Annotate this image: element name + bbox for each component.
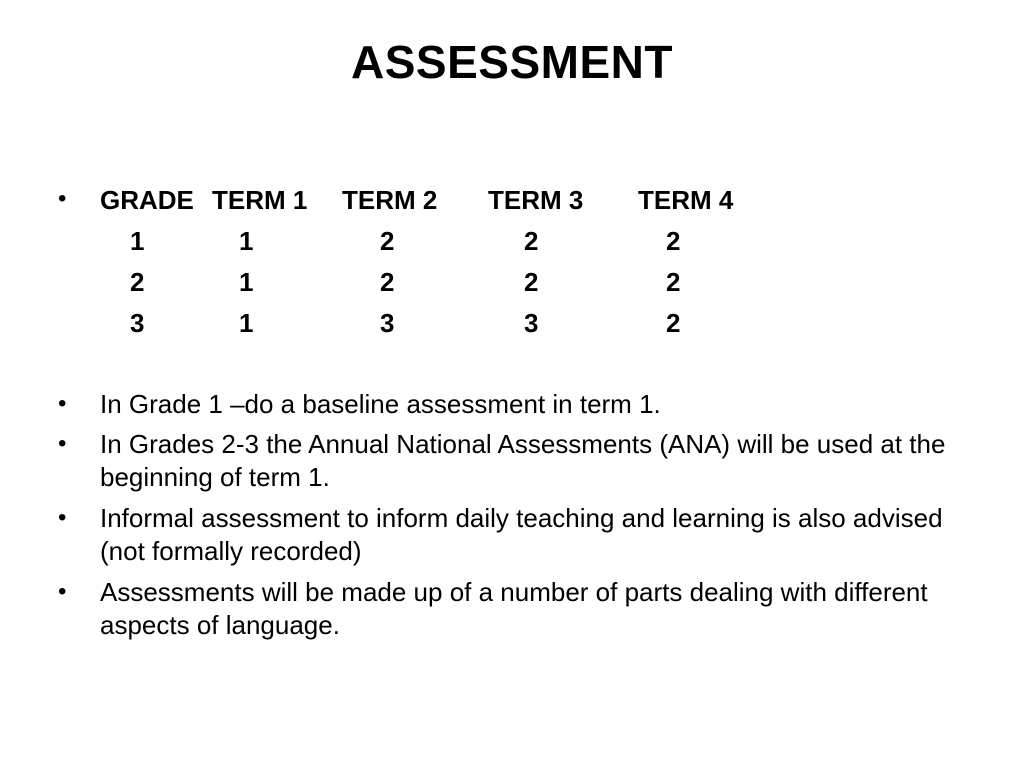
table-cell: 2 xyxy=(524,226,539,256)
table-row xyxy=(100,221,788,262)
table-cell: 2 xyxy=(666,226,681,256)
header-term-4: TERM 4 xyxy=(638,185,734,215)
bullet-text: In Grade 1 –do a baseline assessment in term 1. xyxy=(100,389,661,419)
bullet-marker: • xyxy=(58,578,67,605)
bullet-text: In Grades 2-3 the Annual National Assessments (ANA) will be used at the beginning of term 1. xyxy=(100,429,946,492)
table-row xyxy=(100,303,788,344)
table-row xyxy=(100,262,788,303)
bullet-text: Informal assessment to inform daily teaching and learning is also advised (not formally recorded) xyxy=(100,503,943,566)
grade-term-table xyxy=(100,180,788,344)
table-cell: 2 xyxy=(666,308,681,338)
table-cell: 2 xyxy=(524,267,539,297)
bullet-marker: • xyxy=(58,390,67,417)
table-cell: 2 xyxy=(666,267,681,297)
table-cell: 3 xyxy=(380,308,395,338)
table-cell: 3 xyxy=(524,308,539,338)
bullet-marker: • xyxy=(58,430,67,457)
table-cell: 3 xyxy=(130,308,145,338)
slide-title: ASSESSMENT xyxy=(351,36,673,88)
header-grade: GRADE xyxy=(100,185,194,215)
table-cell: 2 xyxy=(380,267,395,297)
bullet-marker: • xyxy=(58,504,67,531)
header-term-3: TERM 3 xyxy=(488,185,584,215)
table-cell: 2 xyxy=(380,226,395,256)
bullet-text: Assessments will be made up of a number of parts dealing with different aspects of language. xyxy=(100,577,928,640)
header-term-2: TERM 2 xyxy=(342,185,438,215)
table-cell: 1 xyxy=(130,226,145,256)
header-term-1: TERM 1 xyxy=(212,185,308,215)
table-cell: 1 xyxy=(239,308,254,338)
bullet-marker: • xyxy=(58,185,67,212)
table-cell: 1 xyxy=(239,226,254,256)
table-cell: 2 xyxy=(130,267,145,297)
table-header-row xyxy=(100,180,788,221)
table-cell: 1 xyxy=(239,267,254,297)
